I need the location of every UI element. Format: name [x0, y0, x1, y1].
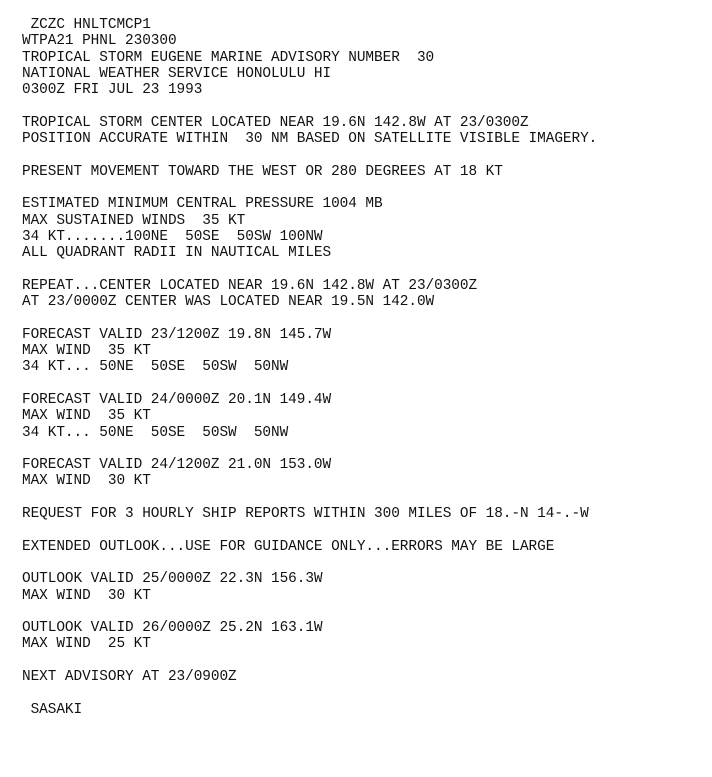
advisory-text-line: OUTLOOK VALID 25/0000Z 22.3N 156.3W	[22, 571, 323, 588]
advisory-text-line: MAX SUSTAINED WINDS 35 KT	[22, 212, 246, 229]
advisory-text-line: MAX WIND 35 KT	[22, 343, 151, 359]
advisory-text-line: MAX WIND 25 KT	[22, 636, 151, 653]
advisory-text-line: FORECAST VALID 24/0000Z 20.1N 149.4W	[22, 391, 332, 408]
advisory-text-line: EXTENDED OUTLOOK...USE FOR GUIDANCE ONLY...ERRORS MAY BE LARGE	[22, 538, 555, 555]
advisory-text-line: FORECAST VALID 23/1200Z 19.8N 145.7W	[22, 326, 332, 343]
advisory-text-line: SASAKI	[22, 701, 83, 718]
advisory-text-line: 0300Z FRI JUL 23 1993	[22, 82, 203, 99]
advisory-text-line: PRESENT MOVEMENT TOWARD THE WEST OR 280 DEGREES AT 18 KT	[22, 163, 503, 180]
advisory-text-line: TROPICAL STORM EUGENE MARINE ADVISORY NUMBER 30	[22, 49, 435, 66]
advisory-text-line: WTPA21 PHNL 230300	[22, 33, 177, 50]
advisory-text-line: 34 KT.......100NE 50SE 50SW 100NW	[22, 228, 323, 245]
advisory-text-line: TROPICAL STORM CENTER LOCATED NEAR 19.6N 142.8W AT 23/0300Z	[22, 114, 529, 131]
advisory-text-line: AT 23/0000Z CENTER WAS LOCATED NEAR 19.5N 142.0W	[22, 294, 435, 311]
advisory-text-line: MAX WIND 30 KT	[22, 587, 151, 604]
advisory-text-line: OUTLOOK VALID 26/0000Z 25.2N 163.1W	[22, 620, 323, 637]
advisory-text-line: FORECAST VALID 24/1200Z 21.0N 153.0W	[22, 457, 332, 474]
advisory-text-line: POSITION ACCURATE WITHIN 30 NM BASED ON SATELLITE VISIBLE IMAGERY.	[22, 131, 598, 148]
advisory-text-line: NEXT ADVISORY AT 23/0900Z	[22, 669, 237, 685]
advisory-text-line: ZCZC HNLTCMCP1	[22, 17, 151, 33]
advisory-text-line: REPEAT...CENTER LOCATED NEAR 19.6N 142.8W AT 23/0300Z	[22, 277, 478, 294]
advisory-text-line: NATIONAL WEATHER SERVICE HONOLULU HI	[22, 65, 332, 82]
advisory-text-line: ALL QUADRANT RADII IN NAUTICAL MILES	[22, 245, 332, 262]
advisory-text-line: MAX WIND 30 KT	[22, 473, 151, 490]
advisory-text-line: REQUEST FOR 3 HOURLY SHIP REPORTS WITHIN 300 MILES OF 18.-N 14-.-W	[22, 506, 589, 522]
advisory-text-line: ESTIMATED MINIMUM CENTRAL PRESSURE 1004 MB	[22, 196, 383, 213]
advisory-text-line: 34 KT... 50NE 50SE 50SW 50NW	[22, 359, 289, 376]
advisory-text-line: 34 KT... 50NE 50SE 50SW 50NW	[22, 424, 289, 441]
advisory-text-line: MAX WIND 35 KT	[22, 408, 151, 425]
